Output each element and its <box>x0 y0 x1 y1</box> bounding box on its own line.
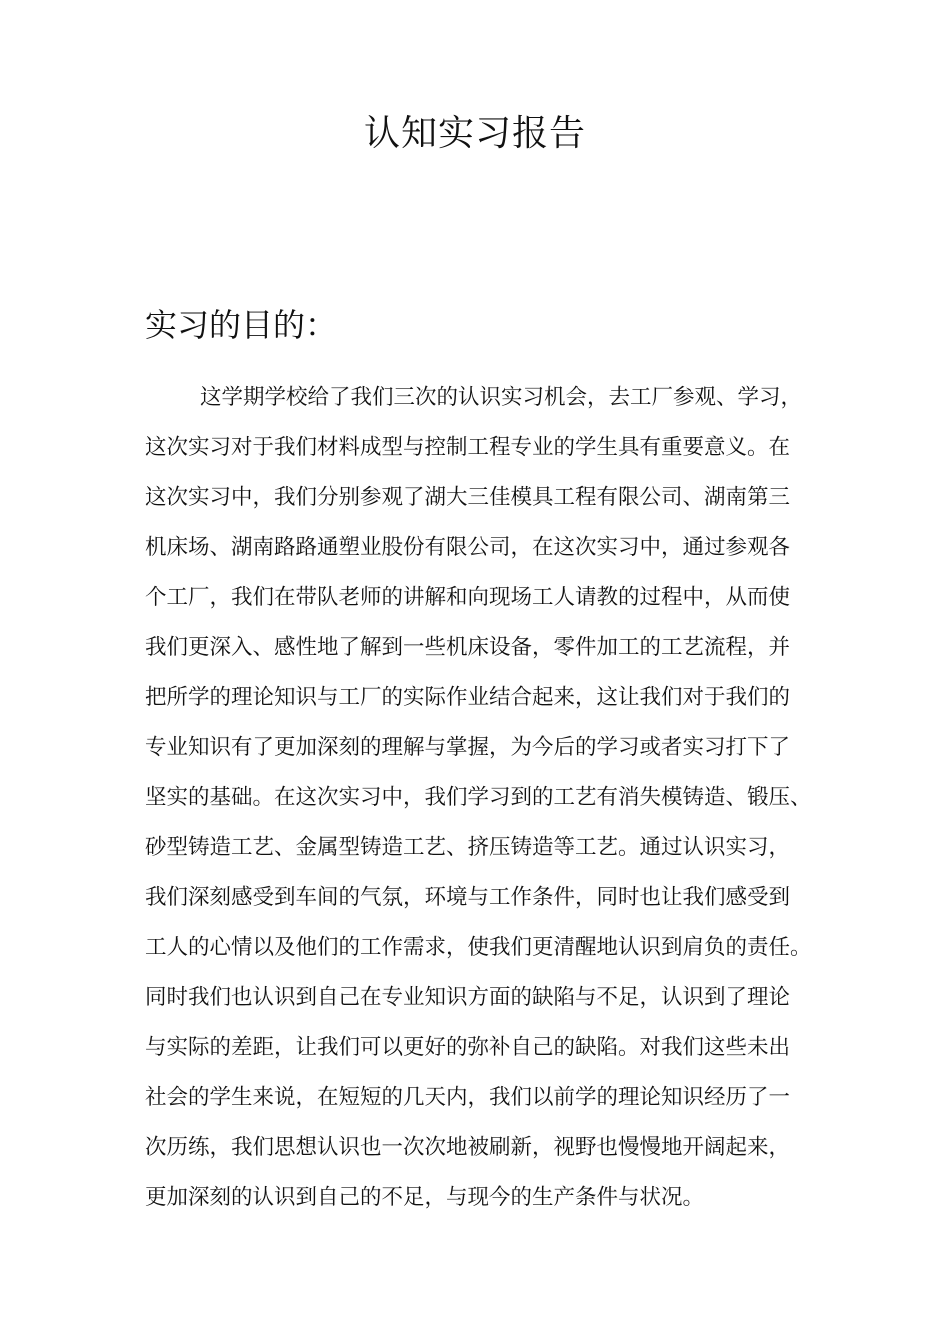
body-line: 这次实习中，我们分别参观了湖大三佳模具工程有限公司、湖南第三 <box>145 485 791 510</box>
section-heading: 实习的目的： <box>145 306 338 344</box>
body-line: 工人的心情以及他们的工作需求，使我们更清醒地认识到肩负的责任。 <box>145 935 812 960</box>
body-line: 这次实习对于我们材料成型与控制工程专业的学生具有重要意义。在 <box>145 435 791 460</box>
document-title: 认知实习报告 <box>363 113 586 154</box>
body-line: 次历练，我们思想认识也一次次地被刷新，视野也慢慢地开阔起来， <box>145 1135 791 1160</box>
body-line: 更加深刻的认识到自己的不足，与现今的生产条件与状况。 <box>145 1185 705 1210</box>
body-line: 社会的学生来说，在短短的几天内，我们以前学的理论知识经历了一 <box>145 1085 791 1110</box>
body-line: 我们深刻感受到车间的气氛，环境与工作条件，同时也让我们感受到 <box>145 885 791 910</box>
body-line: 砂型铸造工艺、金属型铸造工艺、挤压铸造等工艺。通过认识实习， <box>145 835 791 860</box>
body-line: 把所学的理论知识与工厂的实际作业结合起来，这让我们对于我们的 <box>145 685 791 710</box>
body-line: 我们更深入、感性地了解到一些机床设备，零件加工的工艺流程，并 <box>145 635 791 660</box>
body-line: 同时我们也认识到自己在专业知识方面的缺陷与不足，认识到了理论 <box>145 985 791 1010</box>
body-line: 这学期学校给了我们三次的认识实习机会，去工厂参观、学习， <box>200 385 803 410</box>
body-paragraph <box>145 373 825 1223</box>
body-line: 专业知识有了更加深刻的理解与掌握，为今后的学习或者实习打下了 <box>145 735 791 760</box>
body-line: 与实际的差距，让我们可以更好的弥补自己的缺陷。对我们这些未出 <box>145 1035 791 1060</box>
body-line: 个工厂，我们在带队老师的讲解和向现场工人请教的过程中，从而使 <box>145 585 791 610</box>
body-line: 机床场、湖南路路通塑业股份有限公司，在这次实习中，通过参观各 <box>145 535 791 560</box>
body-line: 坚实的基础。在这次实习中，我们学习到的工艺有消失模铸造、锻压、 <box>145 785 812 810</box>
